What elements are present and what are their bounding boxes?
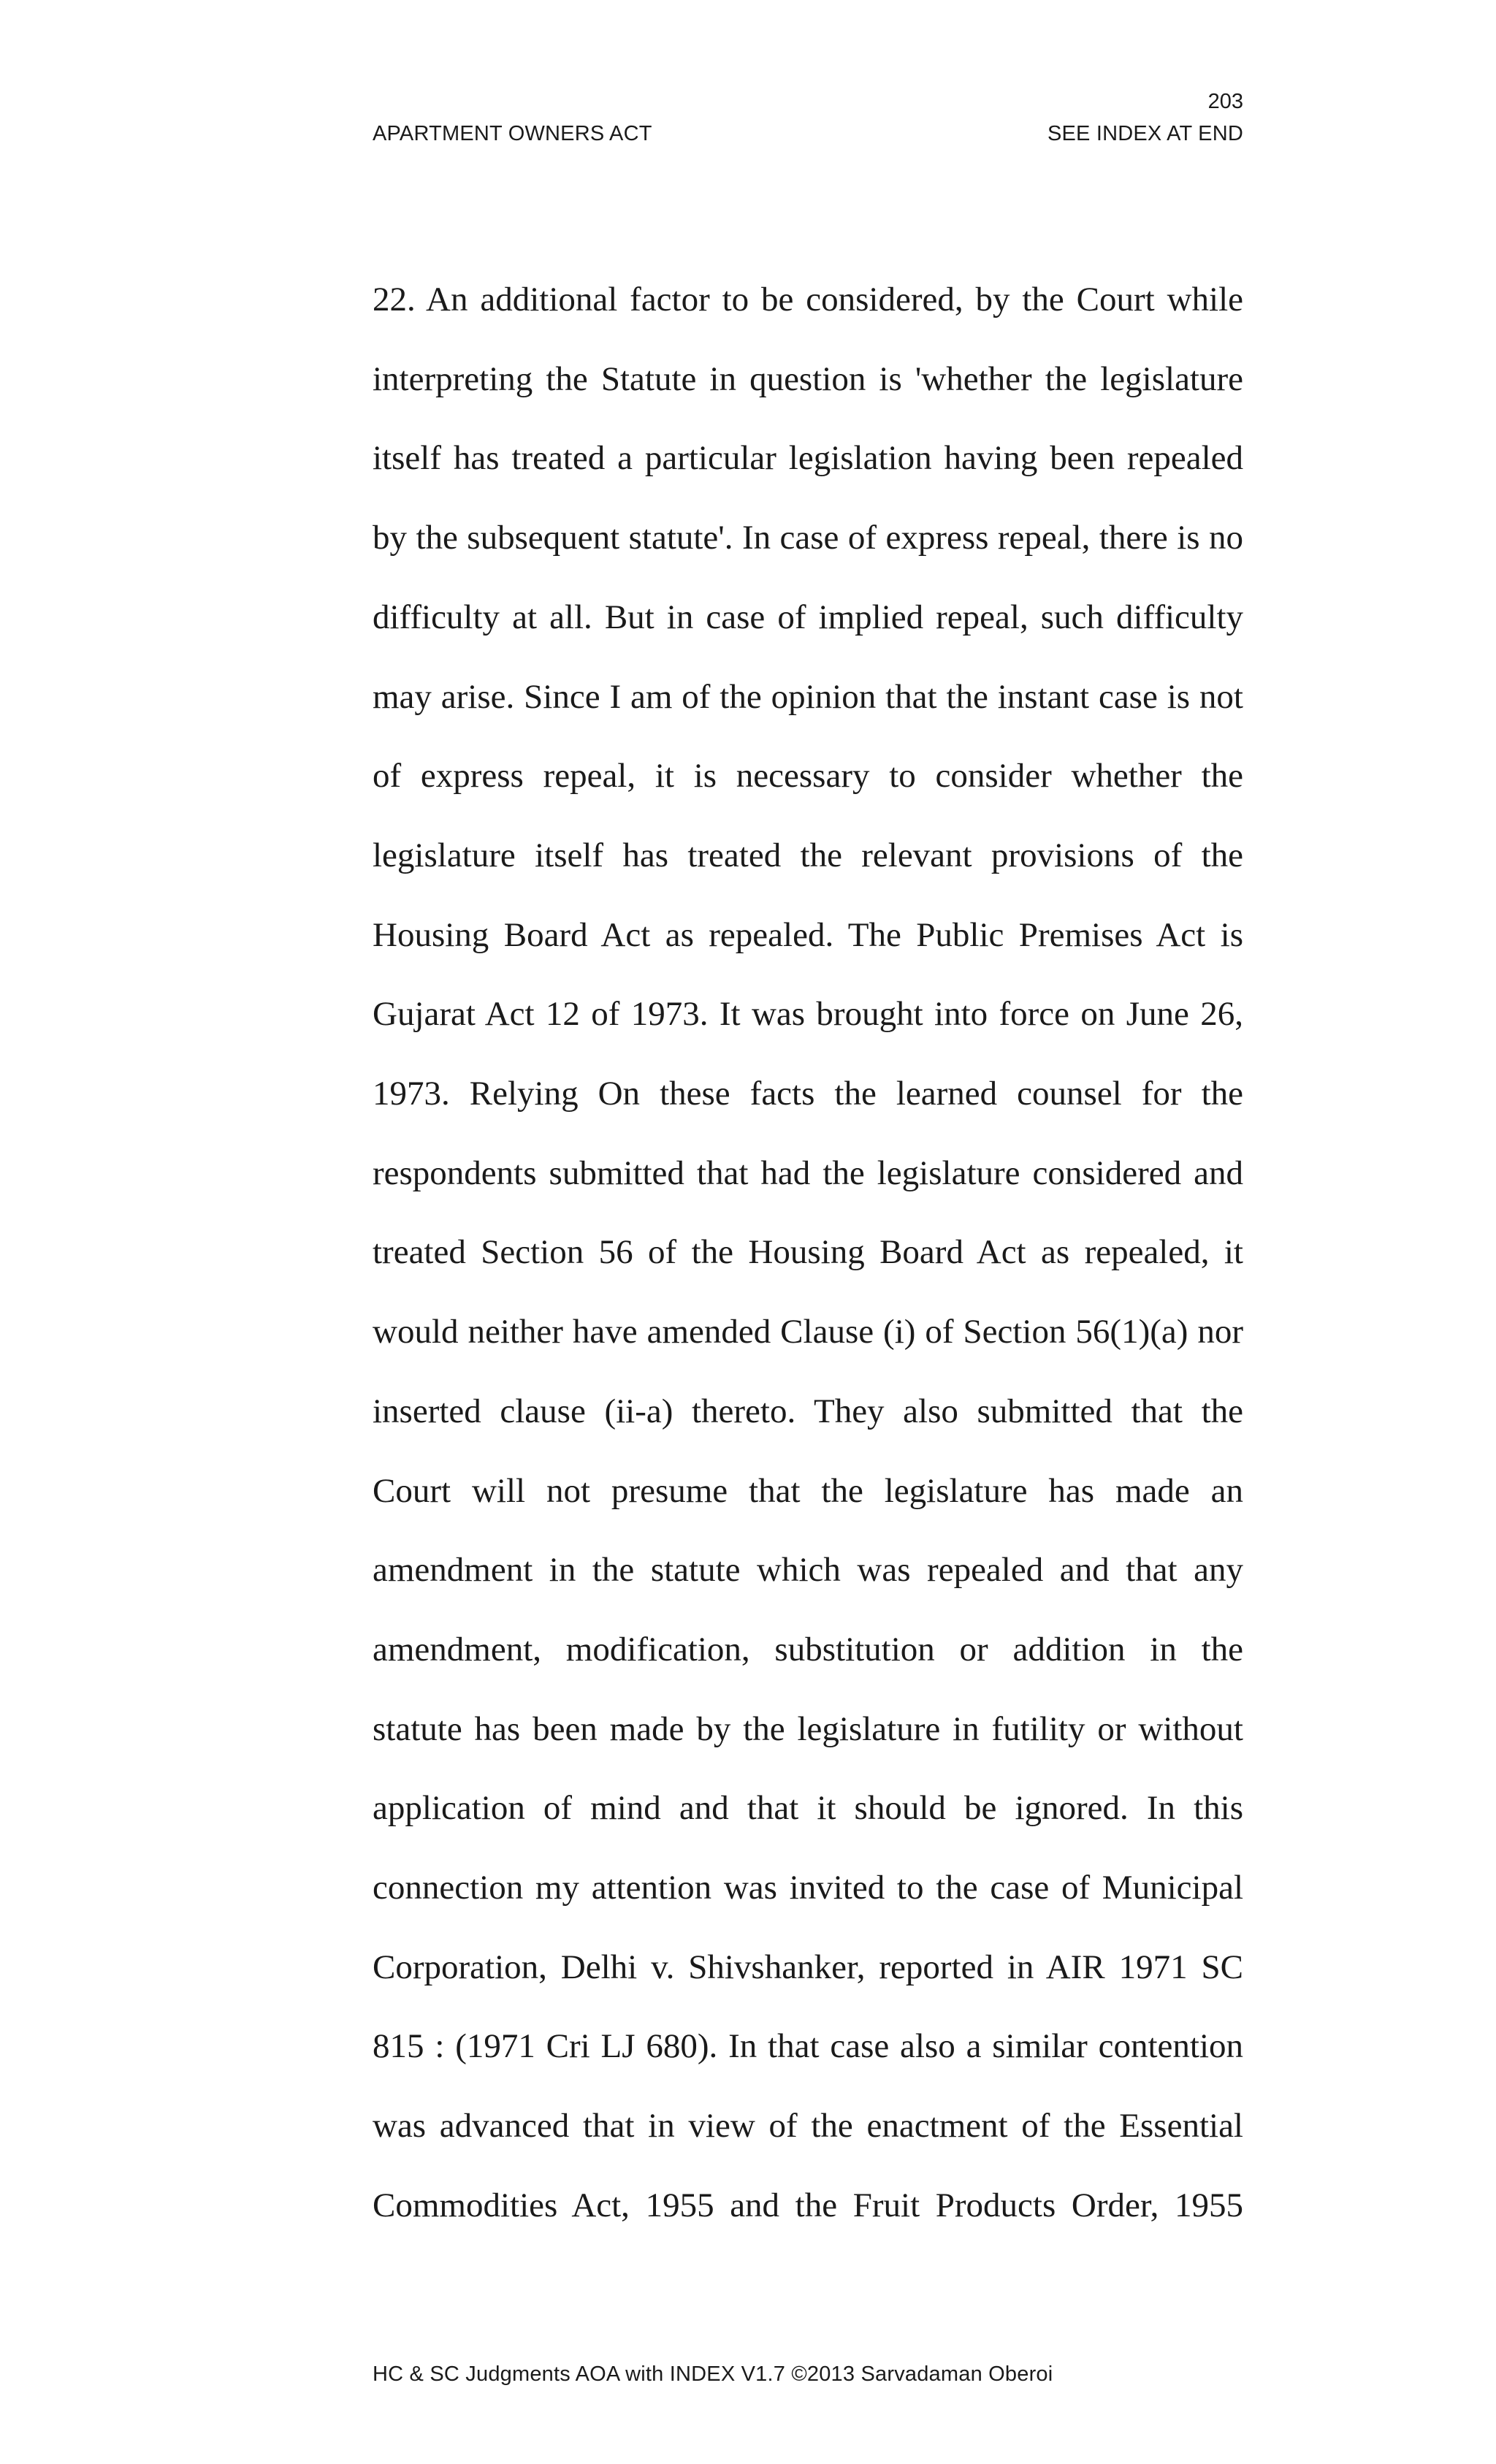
text-line: Commodities Act, 1955 and the Fruit Products Order, 1955	[373, 2186, 1243, 2224]
text-line: Corporation, Delhi v. Shivshanker, reported in AIR 1971 SC	[373, 1948, 1243, 1986]
text-line: 22. An additional factor to be considered, by the Court while	[373, 281, 1243, 319]
text-line: 1973. Relying On these facts the learned counsel for the	[373, 1075, 1243, 1113]
running-header	[373, 121, 1243, 146]
text-line: respondents submitted that had the legislature considered and	[373, 1153, 1243, 1192]
text-line: was advanced that in view of the enactment of the Essential	[373, 2107, 1243, 2145]
text-line: by the subsequent statute'. In case of express repeal, there is no	[373, 519, 1243, 557]
text-line: amendment in the statute which was repealed and that any	[373, 1551, 1243, 1590]
text-line: 815 : (1971 Cri LJ 680). In that case also a similar contention	[373, 2027, 1243, 2066]
header-title-left: APARTMENT OWNERS ACT	[373, 122, 652, 145]
text-line: interpreting the Statute in question is 'whether the legislature	[373, 359, 1243, 398]
text-line: connection my attention was invited to the case of Municipal	[373, 1869, 1243, 1907]
text-line: Court will not presume that the legislature has made an	[373, 1471, 1243, 1510]
text-line: Gujarat Act 12 of 1973. It was brought into force on June 26,	[373, 995, 1243, 1034]
text-line: itself has treated a particular legislation having been repealed	[373, 439, 1243, 478]
text-line: Housing Board Act as repealed. The Public Premises Act is	[373, 915, 1243, 954]
header-title-right: SEE INDEX AT END	[1047, 122, 1243, 145]
text-line: difficulty at all. But in case of implied repeal, such difficulty	[373, 598, 1243, 636]
text-line: legislature itself has treated the relevant provisions of the	[373, 836, 1243, 874]
text-line: inserted clause (ii-a) thereto. They also submitted that the	[373, 1392, 1243, 1430]
text-line: amendment, modification, substitution or addition in the	[373, 1630, 1243, 1668]
text-line: statute has been made by the legislature in futility or without	[373, 1709, 1243, 1748]
text-line: would neither have amended Clause (i) of Section 56(1)(a) nor	[373, 1313, 1243, 1351]
text-line: treated Section 56 of the Housing Board Act as repealed, it	[373, 1233, 1243, 1272]
page-footer: HC & SC Judgments AOA with INDEX V1.7 ©2013 Sarvadaman Oberoi	[373, 2362, 1053, 2386]
text-line: may arise. Since I am of the opinion that the instant case is not	[373, 677, 1243, 716]
text-line: application of mind and that it should be ignored. In this	[373, 1789, 1243, 1828]
body-paragraph	[373, 260, 1243, 2246]
text-line: of express repeal, it is necessary to consider whether the	[373, 757, 1243, 796]
page-number: 203	[1207, 90, 1243, 113]
